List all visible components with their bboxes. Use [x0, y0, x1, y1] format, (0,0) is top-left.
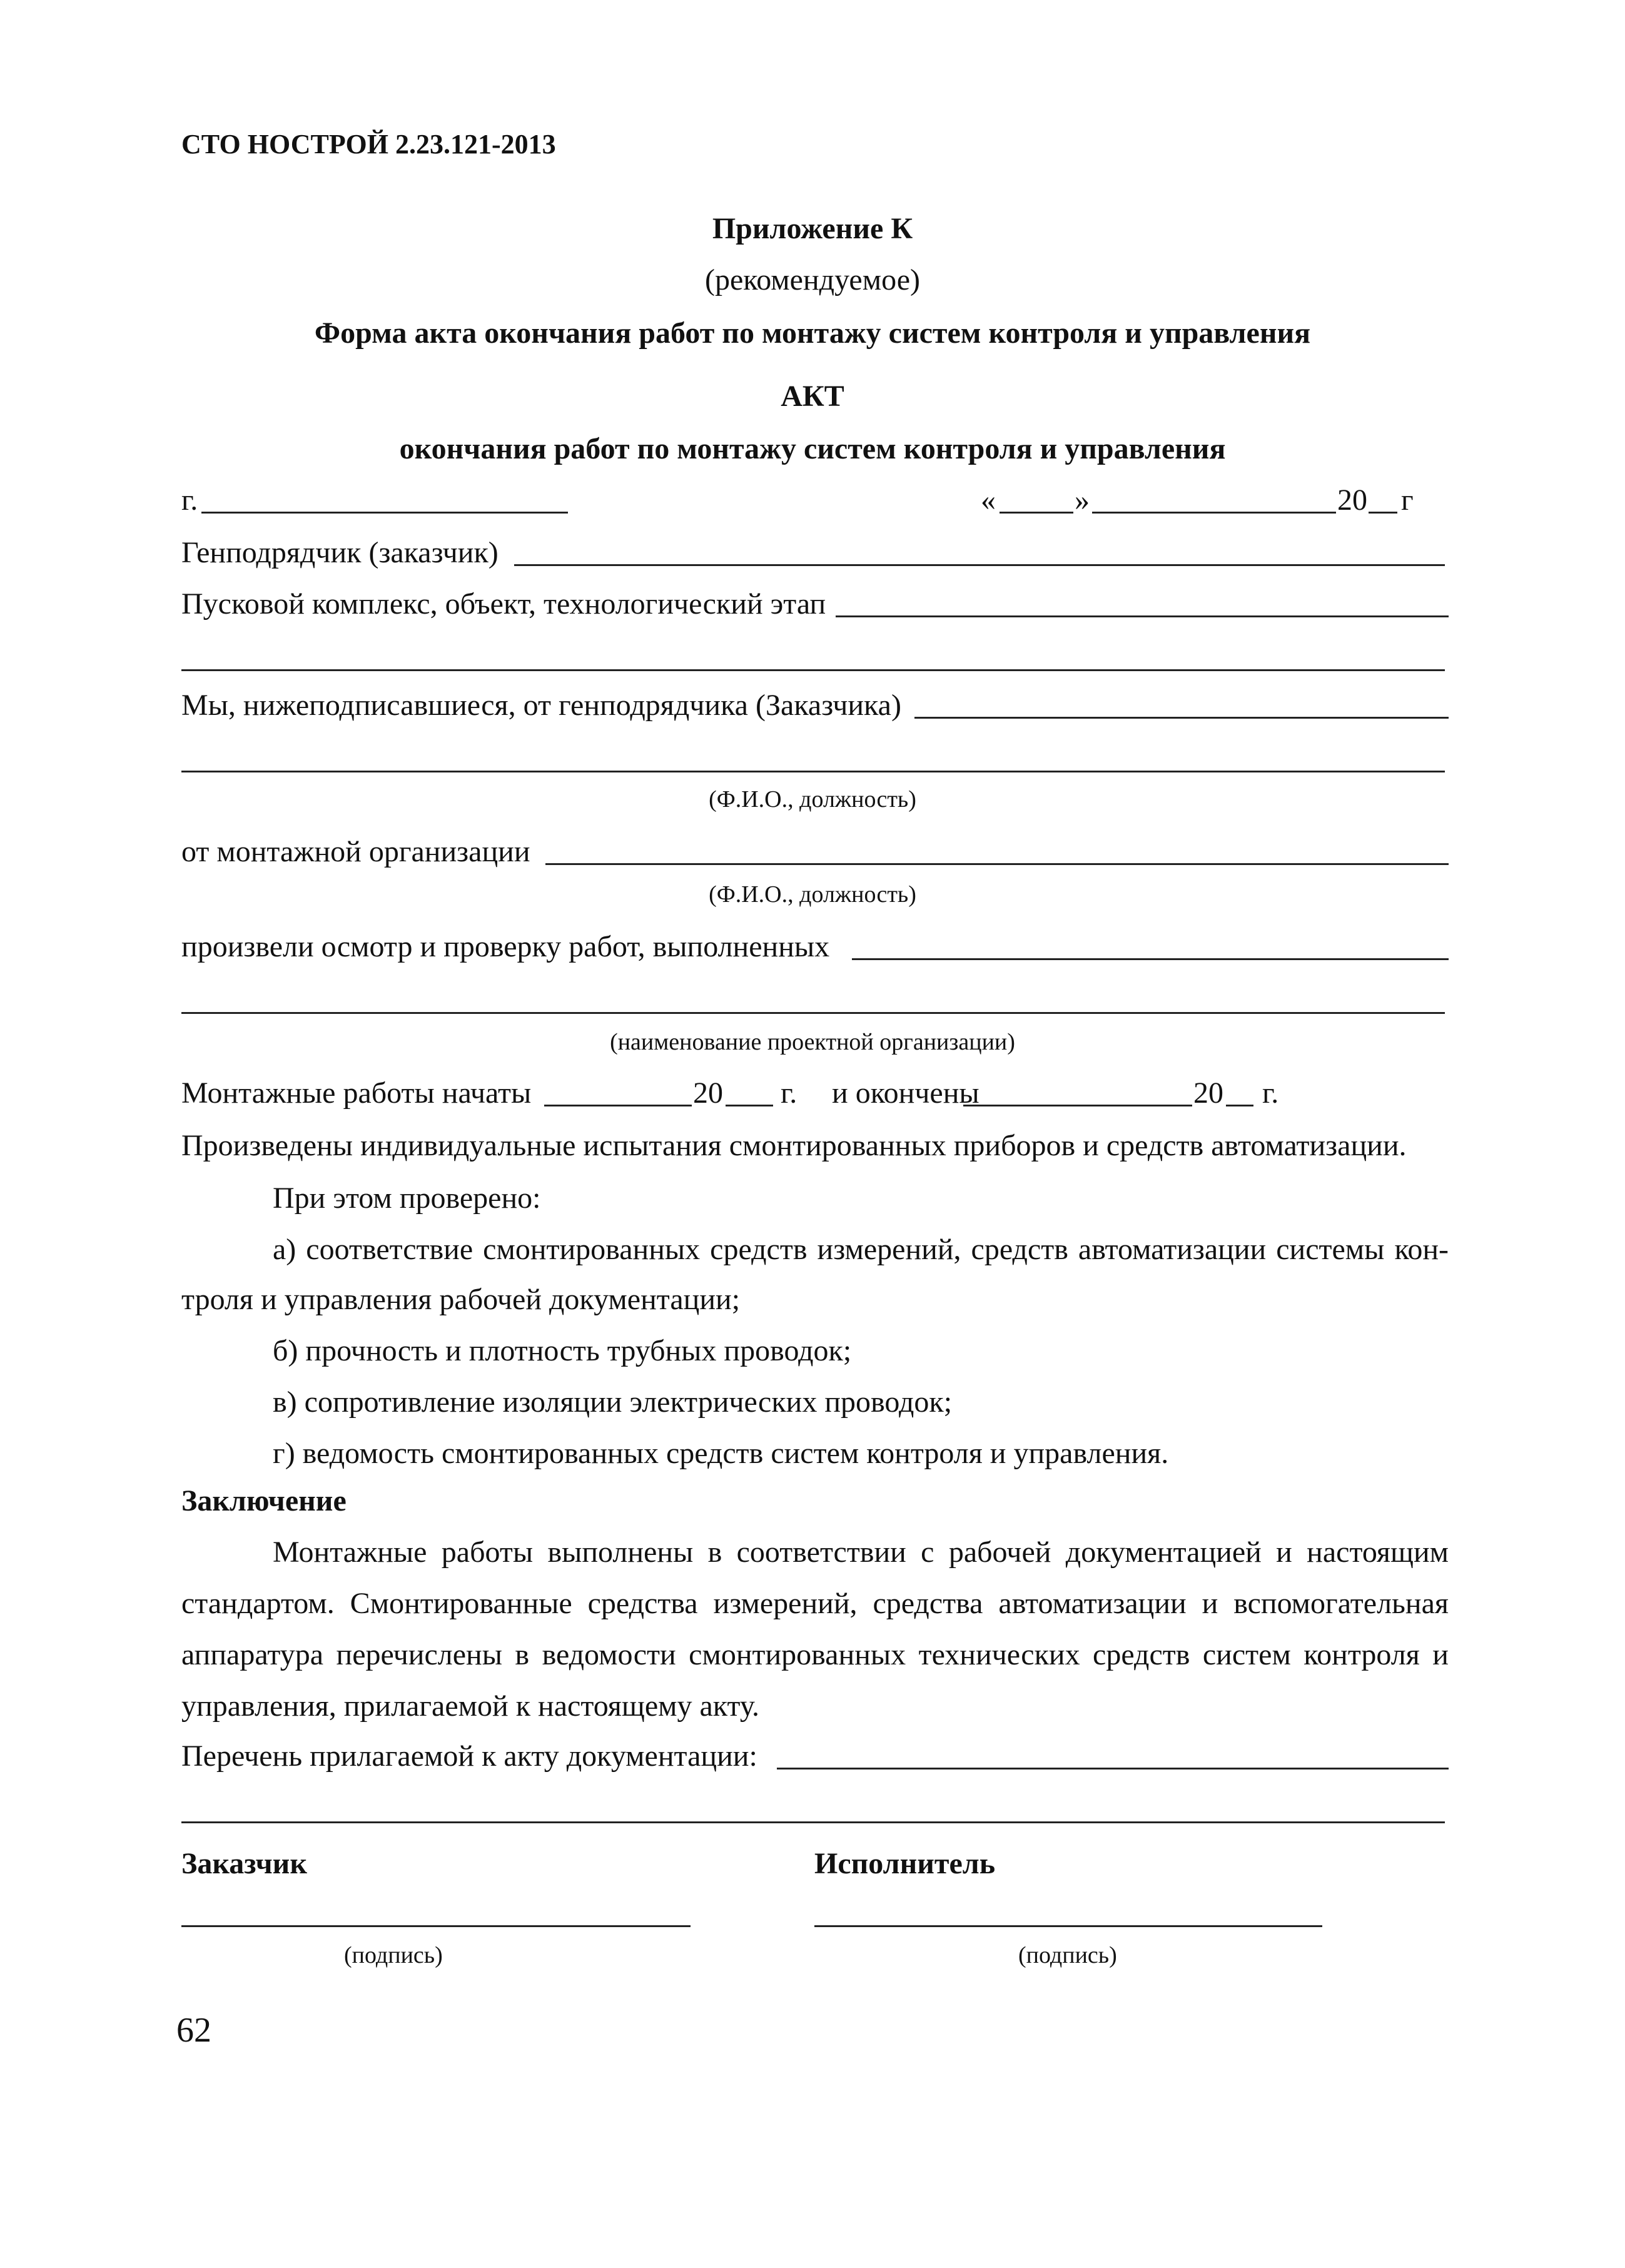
start-year-line[interactable] [726, 1105, 773, 1106]
finish-year-line[interactable] [1226, 1105, 1253, 1106]
works-started-label: Монтажные работы начаты [181, 1076, 532, 1110]
executor-heading: Исполнитель [814, 1847, 996, 1880]
start-date-line[interactable] [544, 1105, 692, 1106]
inspected-line[interactable] [852, 958, 1449, 960]
installer-line[interactable] [545, 863, 1449, 865]
act-subtitle: окончания работ по монтажу систем контроля и управления [399, 432, 1226, 465]
finish-year: 20 [1193, 1076, 1223, 1110]
tests-text: Произведены индивидуальные испытания смонтированных приборов и средств автоматизации. [181, 1129, 1407, 1162]
date-month-line[interactable] [1092, 512, 1336, 514]
executor-signature-hint: (подпись) [1018, 1942, 1117, 1968]
finish-year-suffix: г. [1262, 1076, 1279, 1110]
undersigned-line[interactable] [914, 717, 1449, 719]
finished-label: и окончены [832, 1076, 980, 1110]
complex-label: Пусковой комплекс, объект, технологический этап [181, 587, 826, 620]
general-contractor-label: Генподрядчик (заказчик) [181, 536, 499, 569]
start-year-suffix: г. [781, 1076, 797, 1110]
installer-label: от монтажной организации [181, 835, 530, 868]
date-year-line[interactable] [1369, 512, 1397, 514]
customer-signature-hint: (подпись) [344, 1942, 443, 1968]
conclusion-line-1: Монтажные работы выполнены в соответствии с рабочей документацией и настоящим [273, 1536, 1449, 1569]
executor-signature-line[interactable] [814, 1925, 1322, 1927]
customer-signature-line[interactable] [181, 1925, 691, 1927]
customer-heading: Заказчик [181, 1847, 307, 1880]
undersigned-line-2[interactable] [181, 771, 1445, 772]
start-year: 20 [693, 1076, 723, 1110]
appendix-title: Приложение К [712, 212, 913, 245]
conclusion-line-3: аппаратура перечислены в ведомости смонтированных технических средств систем контроля и [181, 1638, 1449, 1671]
date-year-suffix: г [1401, 483, 1414, 517]
city-field-line[interactable] [201, 512, 568, 514]
item-c: в) сопротивление изоляции электрических проводок; [273, 1385, 953, 1419]
inspected-label: произвели осмотр и проверку работ, выполненных [181, 930, 830, 963]
finish-date-line[interactable] [963, 1105, 1192, 1106]
item-d: г) ведомость смонтированных средств систем контроля и управления. [273, 1437, 1169, 1470]
complex-line[interactable] [836, 615, 1449, 617]
appendix-status: (рекомендуемое) [705, 263, 920, 296]
item-a-line-2: троля и управления рабочей документации; [181, 1283, 741, 1316]
fio-hint-2: (Ф.И.О., должность) [709, 881, 916, 908]
date-year: 20 [1337, 483, 1367, 517]
item-a-line-1: а) соответствие смонтированных средств измерений, средств автоматизации системы кон- [273, 1233, 1449, 1266]
attachments-label: Перечень прилагаемой к акту документации: [181, 1739, 757, 1773]
design-org-hint: (наименование проектной организации) [610, 1029, 1015, 1055]
city-prefix: г. [181, 483, 198, 517]
attachments-line-2[interactable] [181, 1821, 1445, 1823]
attachments-line[interactable] [777, 1768, 1449, 1769]
general-contractor-line[interactable] [514, 564, 1445, 566]
inspected-line-2[interactable] [181, 1012, 1445, 1014]
conclusion-line-4: управления, прилагаемой к настоящему акту. [181, 1689, 760, 1723]
form-title: Форма акта окончания работ по монтажу систем контроля и управления [314, 316, 1311, 350]
conclusion-heading: Заключение [181, 1484, 347, 1517]
act-title: АКТ [781, 380, 844, 413]
date-close-quote: » [1075, 483, 1090, 517]
checked-text: При этом проверено: [273, 1182, 541, 1215]
fio-hint-1: (Ф.И.О., должность) [709, 786, 916, 813]
page-number: 62 [176, 2011, 211, 2050]
date-open-quote: « [981, 483, 996, 517]
undersigned-label: Мы, нижеподписавшиеся, от генподрядчика (Заказчика) [181, 689, 901, 722]
item-b: б) прочность и плотность трубных проводок; [273, 1334, 852, 1367]
complex-line-2[interactable] [181, 669, 1445, 671]
date-day-line[interactable] [1000, 512, 1073, 514]
document-code: СТО НОСТРОЙ 2.23.121-2013 [181, 129, 556, 159]
conclusion-line-2: стандартом. Смонтированные средства измерений, средства автоматизации и вспомогательная [181, 1587, 1449, 1620]
